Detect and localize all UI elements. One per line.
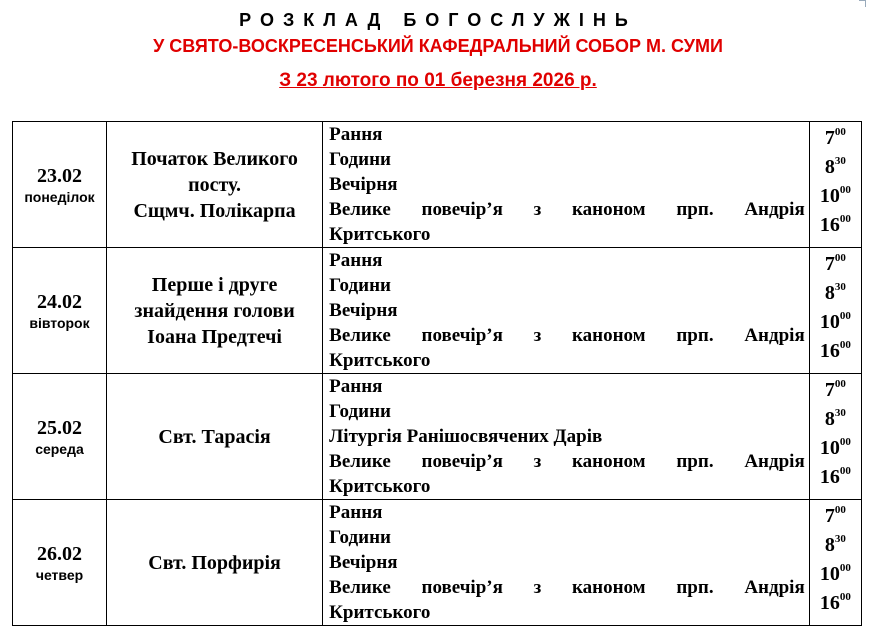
time-minutes: 00 (839, 184, 851, 196)
schedule-row (13, 248, 862, 374)
service-item-tail: Критського (329, 224, 431, 245)
time-minutes: 30 (834, 281, 846, 293)
time-hour: 8 (824, 534, 835, 556)
time-minutes: 00 (839, 591, 851, 603)
service-item: Рання (329, 124, 383, 145)
service-item: Рання (329, 250, 383, 271)
services-cell (323, 500, 810, 626)
service-word: Велике (329, 199, 391, 220)
cathedral-name: У СВЯТО-ВОСКРЕСЕНСЬКИЙ КАФЕДРАЛЬНИЙ СОБОР М. СУМИ (153, 36, 723, 56)
time-minutes: 00 (839, 465, 851, 477)
service-word: прп. (676, 325, 714, 346)
feast-cell (106, 500, 322, 626)
service-item: Години (329, 527, 391, 548)
date: 25.02 (36, 416, 82, 439)
service-word: з (533, 577, 542, 598)
service-word: з (533, 325, 542, 346)
date-cell (13, 500, 107, 626)
service-word: Андрія (744, 577, 805, 598)
service-item: Рання (329, 502, 383, 523)
feast-line: Початок Великого (131, 147, 298, 170)
service-word: повечір’я (421, 451, 503, 472)
service-word: каноном (571, 199, 646, 220)
weekday: четвер (35, 566, 84, 583)
service-word: повечір’я (421, 325, 503, 346)
feast-cell (106, 374, 322, 500)
service-time (810, 463, 861, 492)
service-word: прп. (676, 577, 714, 598)
feast-cell (106, 122, 322, 248)
service-time (810, 250, 861, 279)
service-word: з (533, 199, 542, 220)
service-word: Андрія (744, 199, 805, 220)
time-hour: 16 (819, 214, 840, 236)
times-cell (809, 122, 861, 248)
service-word: каноном (571, 325, 646, 346)
service-time (810, 376, 861, 405)
time-hour: 8 (824, 156, 835, 178)
time-minutes: 00 (839, 310, 851, 322)
weekday: середа (35, 440, 84, 457)
service-time (810, 502, 861, 531)
time-minutes: 30 (834, 155, 846, 167)
service-time (810, 124, 861, 153)
schedule-title: РОЗКЛАД БОГОСЛУЖІНЬ (239, 10, 637, 30)
feast-line: Свт. Тарасія (158, 425, 271, 448)
date-cell (13, 122, 107, 248)
time-minutes: 00 (839, 436, 851, 448)
time-hour: 16 (819, 466, 840, 488)
weekday: понеділок (24, 188, 95, 205)
service-time (810, 211, 861, 240)
feast-line: Іоана Предтечі (147, 325, 282, 348)
services-cell (323, 248, 810, 374)
feast-cell (106, 248, 322, 374)
service-word: прп. (676, 199, 714, 220)
services-cell (323, 374, 810, 500)
service-item: Рання (329, 376, 383, 397)
time-hour: 16 (819, 340, 840, 362)
service-word: прп. (676, 451, 714, 472)
schedule-row (13, 500, 862, 626)
services-cell (323, 122, 810, 248)
service-word: Велике (329, 451, 391, 472)
time-hour: 7 (824, 379, 835, 401)
service-word: каноном (571, 451, 646, 472)
time-hour: 10 (819, 185, 840, 207)
service-item: Години (329, 401, 391, 422)
date: 24.02 (36, 290, 82, 313)
service-item: Години (329, 275, 391, 296)
feast-line: Сщмч. Полікарпа (133, 199, 296, 222)
service-time (810, 279, 861, 308)
service-word: каноном (571, 577, 646, 598)
service-time (810, 531, 861, 560)
schedule-table (12, 121, 862, 626)
times-cell (809, 248, 861, 374)
time-minutes: 00 (839, 339, 851, 351)
service-time (810, 308, 861, 337)
times-cell (809, 374, 861, 500)
service-item: Вечірня (329, 300, 398, 321)
feast-line: посту. (188, 173, 242, 196)
service-item: Години (329, 149, 391, 170)
service-time (810, 337, 861, 366)
service-word: повечір’я (421, 577, 503, 598)
time-minutes: 00 (839, 562, 851, 574)
service-word: з (533, 451, 542, 472)
service-word: Андрія (744, 451, 805, 472)
time-minutes: 00 (839, 213, 851, 225)
time-hour: 8 (824, 408, 835, 430)
service-word: Андрія (744, 325, 805, 346)
service-time (810, 434, 861, 463)
date-cell (13, 248, 107, 374)
service-item-compline (323, 197, 809, 222)
weekday: вівторок (29, 314, 90, 331)
service-item: Вечірня (329, 174, 398, 195)
time-hour: 16 (819, 592, 840, 614)
service-item-tail: Критського (329, 350, 431, 371)
time-hour: 10 (819, 311, 840, 333)
time-hour: 7 (824, 127, 835, 149)
service-time (810, 589, 861, 618)
times-cell (809, 500, 861, 626)
time-minutes: 00 (834, 252, 846, 264)
time-minutes: 00 (834, 378, 846, 390)
page-corner-mark (859, 0, 866, 7)
date: 26.02 (36, 542, 82, 565)
time-hour: 7 (824, 505, 835, 527)
time-minutes: 00 (834, 504, 846, 516)
time-minutes: 30 (834, 533, 846, 545)
service-word: повечір’я (421, 199, 503, 220)
service-item-compline (323, 449, 809, 474)
service-word: Велике (329, 325, 391, 346)
time-hour: 10 (819, 563, 840, 585)
date-cell (13, 374, 107, 500)
time-minutes: 30 (834, 407, 846, 419)
time-minutes: 00 (834, 126, 846, 138)
service-item: Вечірня (329, 552, 398, 573)
feast-line: Свт. Порфирія (148, 551, 281, 574)
service-time (810, 182, 861, 211)
feast-line: знайдення голови (134, 299, 295, 322)
feast-line: Перше і друге (151, 273, 278, 296)
time-hour: 7 (824, 253, 835, 275)
schedule-period: З 23 лютого по 01 березня 2026 р. (279, 70, 597, 91)
service-time (810, 560, 861, 589)
service-item: Літургія Ранішосвячених Дарів (329, 426, 603, 447)
service-word: Велике (329, 577, 391, 598)
service-item-compline (323, 575, 809, 600)
service-item-compline (323, 323, 809, 348)
time-hour: 10 (819, 437, 840, 459)
schedule-row (13, 374, 862, 500)
service-time (810, 153, 861, 182)
service-time (810, 405, 861, 434)
date: 23.02 (36, 164, 82, 187)
service-item-tail: Критського (329, 476, 431, 497)
time-hour: 8 (824, 282, 835, 304)
service-item-tail: Критського (329, 602, 431, 623)
schedule-row (13, 122, 862, 248)
